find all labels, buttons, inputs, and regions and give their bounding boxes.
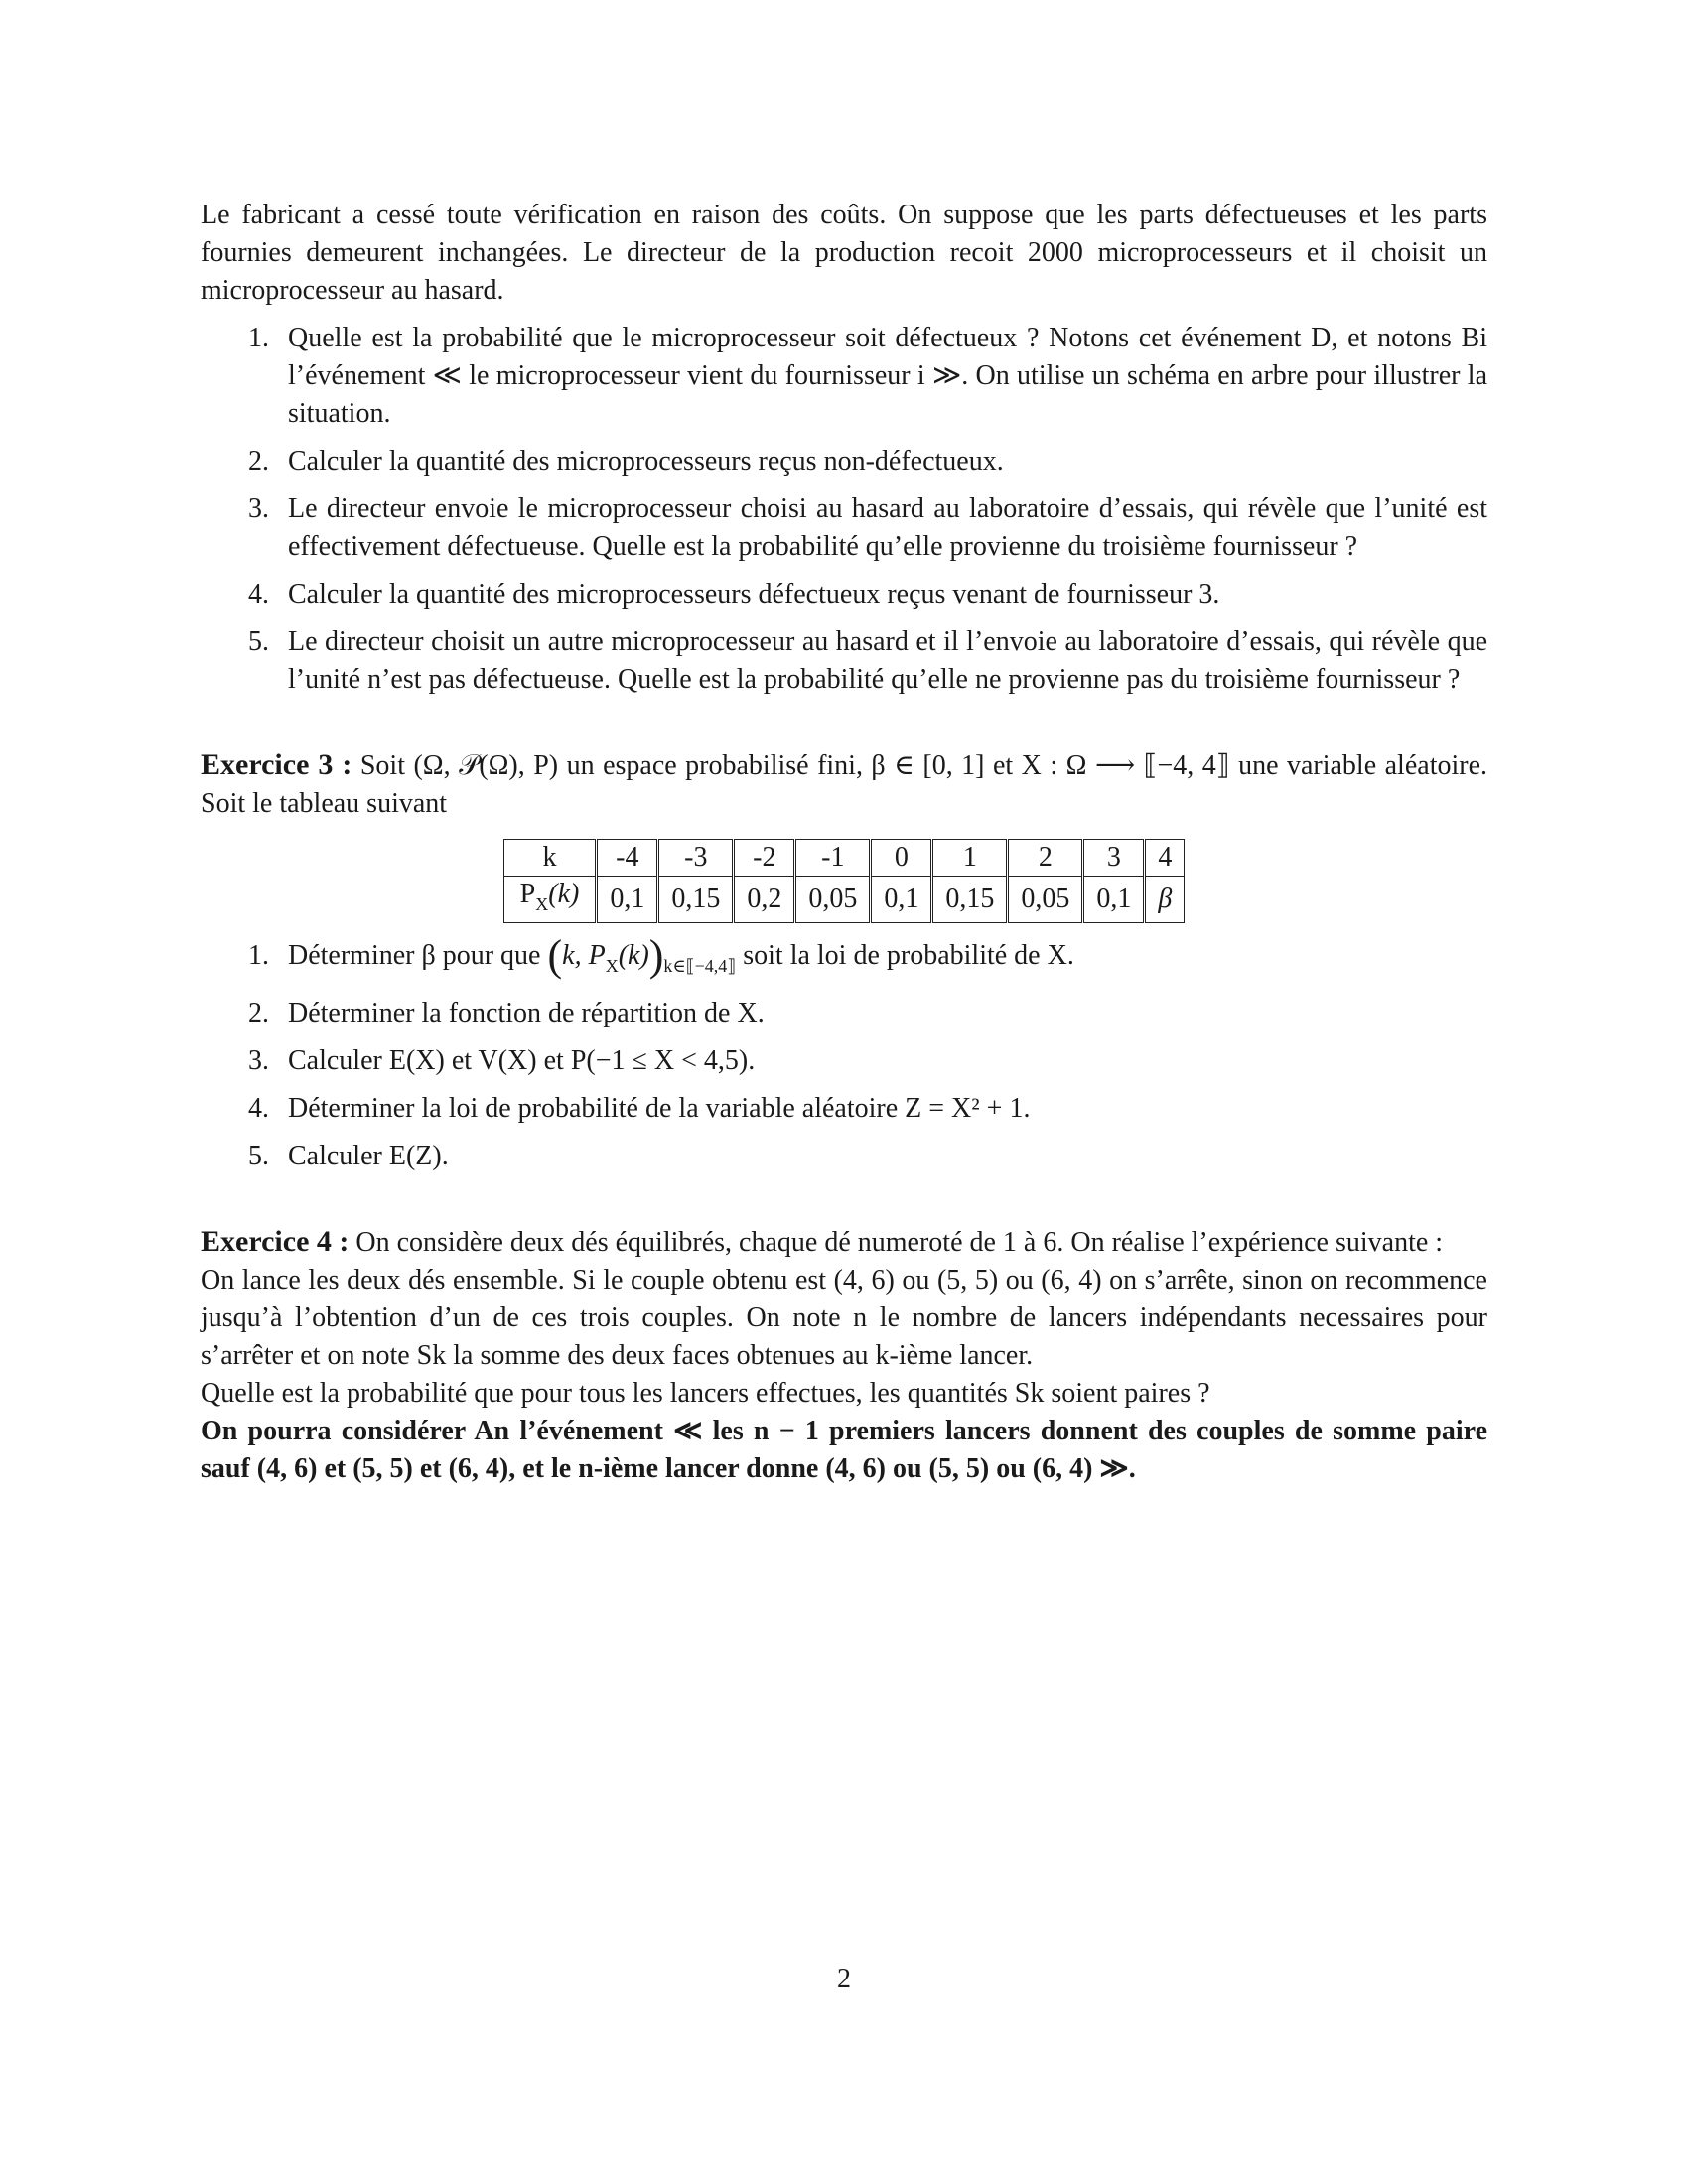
list-item: 5. Le directeur choisit un autre microprocesseur au hasard et il l’envoie au laboratoire d’essais, qui révèle que l’unité n’est pas défectueuse. Quelle est la probabilité qu’elle ne provienne pas du troisième fournisseur ?: [248, 626, 1487, 695]
exercise-3-title: Exercice 3 :: [201, 749, 352, 781]
table-cell: 0,2: [734, 877, 795, 923]
table-cell: -3: [658, 840, 734, 877]
list-item: 2. Déterminer la fonction de répartition de X.: [248, 998, 765, 1028]
list-item: 5. Calculer E(Z).: [248, 1141, 449, 1171]
table-row: [503, 840, 1185, 877]
list-item: 2. Calculer la quantité des microprocesseurs reçus non-défectueux.: [248, 446, 1004, 477]
exercise-2-list: [201, 320, 1487, 699]
list-item: 3. Le directeur envoie le microprocesseur choisi au hasard au laboratoire d’essais, qui révèle que l’unité est effectivement défectueuse. Quelle est la probabilité qu’elle provienne du troisième fournisseur ?: [248, 493, 1487, 562]
table-cell: 0,1: [597, 877, 658, 923]
list-item: 4. Déterminer la loi de probabilité de la variable aléatoire Z = X² + 1.: [248, 1093, 1031, 1124]
table-cell: 0,15: [658, 877, 734, 923]
intro-paragraph: Le fabricant a cessé toute vérification en raison des coûts. On suppose que les parts défectueuses et les parts fournies demeurent inchangées. Le directeur de la production recoit 2000 microprocesseurs et il choisit un microprocesseur au hasard.: [201, 200, 1487, 306]
exercise-4-question: Quelle est la probabilité que pour tous les lancers effectues, les quantités Sk soient paires ?: [201, 1378, 1210, 1409]
exercise-3: [201, 747, 1487, 1175]
exercise-4-paragraph: On lance les deux dés ensemble. Si le couple obtenu est (4, 6) ou (5, 5) ou (6, 4) on s’arrête, sinon on recommence jusqu’à l’obtention d’un de ces trois couples. On note n le nombre de lancers indépendants necessaires pour s’arrêter et on note Sk la somme des deux faces obtenues au k-ième lancer.: [201, 1265, 1487, 1371]
table-cell: 3: [1083, 840, 1145, 877]
exercise-4-title: Exercice 4 :: [201, 1225, 350, 1258]
exercise-3-intro: Exercice 3 : Soit (Ω, 𝒫(Ω), P) un espace probabilisé fini, β ∈ [0, 1] et X : Ω ⟶ ⟦−4, 4⟧ une variable aléatoire. Soit le tableau suivant: [201, 749, 1488, 819]
table-cell: 1: [932, 840, 1008, 877]
table-cell: -2: [734, 840, 795, 877]
list-item: 3. Calculer E(X) et V(X) et P(−1 ≤ X < 4,5).: [248, 1045, 756, 1076]
table-cell: β: [1145, 877, 1185, 923]
table-cell: -4: [597, 840, 658, 877]
probability-table: [503, 839, 1186, 923]
table-cell: 0,05: [1008, 877, 1083, 923]
table-cell: 0,05: [795, 877, 871, 923]
exercise-4: [201, 1223, 1487, 1488]
exercise-4-hint: On pourra considérer An l’événement ≪ les n − 1 premiers lancers donnent des couples de somme paire sauf (4, 6) et (5, 5) et (6, 4), et le n-ième lancer donne (4, 6) ou (5, 5) ou (6, 4) ≫.: [201, 1416, 1487, 1484]
table-header-cell: k: [503, 840, 597, 877]
table-cell: 0,15: [932, 877, 1008, 923]
table-cell: 2: [1008, 840, 1083, 877]
table-cell: 0: [871, 840, 932, 877]
list-item: 1. Quelle est la probabilité que le microprocesseur soit défectueux ? Notons cet événement D, et notons Bi l’événement ≪ le microprocesseur vient du fournisseur i ≫. On utilise un schéma en arbre pour illustrer la situation.: [248, 323, 1487, 429]
document-page: [201, 197, 1487, 1488]
table-row: [503, 877, 1185, 923]
table-cell: -1: [795, 840, 871, 877]
exercise-3-list: [201, 931, 1487, 1175]
table-cell: 4: [1145, 840, 1185, 877]
list-item: 4. Calculer la quantité des microprocesseurs défectueux reçus venant de fournisseur 3.: [248, 579, 1220, 610]
table-cell: 0,1: [871, 877, 932, 923]
math-index: k∈⟦−4,4⟧: [663, 956, 737, 976]
table-cell: 0,1: [1083, 877, 1145, 923]
page-number: 2: [837, 1964, 851, 1994]
list-item: 1. Déterminer β pour que (k, $P_X(k))_{k\in⟦-4,4⟧}$ soit la loi de probabilité de X.: [248, 931, 1074, 980]
table-header-cell: $P_X(k)$: [503, 877, 597, 923]
exercise-4-intro: Exercice 4 : On considère deux dés équilibrés, chaque dé numeroté de 1 à 6. On réalise l’expérience suivante :: [201, 1225, 1444, 1258]
